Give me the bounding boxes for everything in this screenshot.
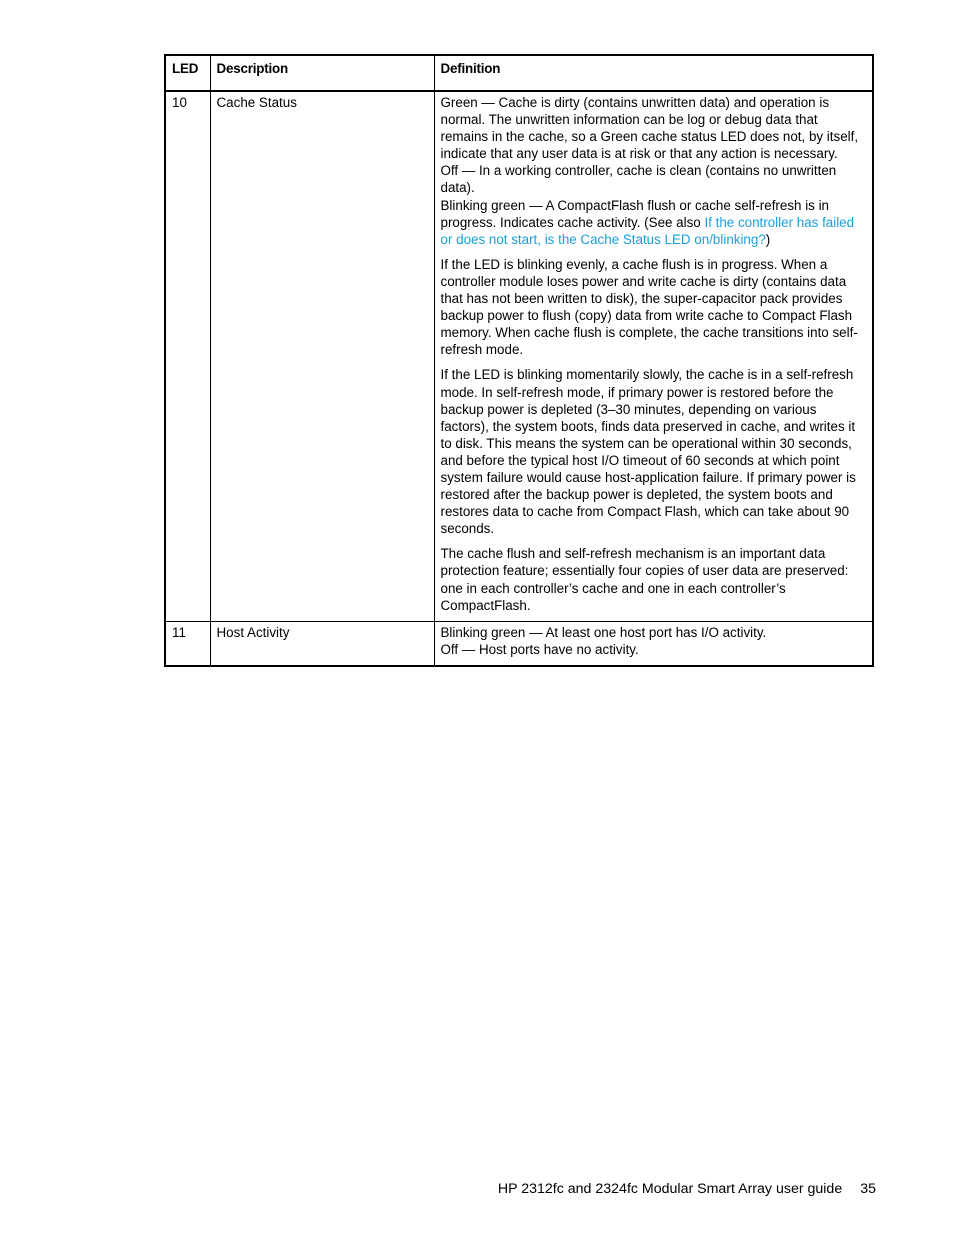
definition-blinking-text: Blinking green — A CompactFlash flush or cache self-refresh is in progress. Indicates cache activity. (See also	[440, 197, 830, 230]
definition-self-refresh-paragraph: If the LED is blinking momentarily slowly, the cache is in a self-refresh mode. In self-refresh mode, if primary power is restored before the backup power is depleted (3–30 minutes, depending on various factors), the system boots, finds data preserved in cache, and writes it to disk. This means the system can be operational within 30 seconds, and before the typical host I/O timeout of 60 seconds at which point system failure would cause host-application failure. If primary power is restored after the backup power is depleted, the system boots and restores data to cache from Compact Flash, which can take about 90 seconds.	[440, 367, 856, 537]
footer-document-title: HP 2312fc and 2324fc Modular Smart Array user guide	[497, 1181, 843, 1197]
cell-definition	[434, 91, 873, 621]
definition-blinking-close-paren: )	[765, 231, 771, 247]
header-description: Description	[210, 55, 434, 91]
table-row-cache-status	[165, 91, 873, 621]
page-number: 35	[860, 1181, 876, 1197]
definition-off: Off — In a working controller, cache is clean (contains no unwritten data).	[440, 163, 837, 196]
table-header	[165, 55, 873, 91]
cell-description: Host Activity	[210, 621, 434, 666]
page-footer	[0, 1180, 876, 1198]
cell-definition	[434, 621, 873, 666]
cell-description: Cache Status	[210, 91, 434, 621]
definition-cache-flush-paragraph: If the LED is blinking evenly, a cache flush is in progress. When a controller module loses power and write cache is dirty (contains data that has not been written to disk), the super-capacitor pack provides backup power to flush (copy) data from write cache to Compact Flash memory. When cache flush is complete, the cache transitions into self-refresh mode.	[440, 256, 858, 358]
cache-status-cross-reference-link[interactable]: If the controller has failed or does not start, is the Cache Status LED on/blinking?	[440, 214, 855, 247]
definition-green: Green — Cache is dirty (contains unwritten data) and operation is normal. The unwritten information can be log or debug data that remains in the cache, so a Green cache status LED does not, by itself, indicate that any user data is at risk or that any action is necessary.	[440, 95, 859, 162]
definition-blinking-green: Blinking green — At least one host port has I/O activity.	[440, 624, 767, 640]
definition-data-protection-paragraph: The cache flush and self-refresh mechanism is an important data protection feature; essentially four copies of user data are preserved: one in each controller’s cache and one in each controller’s CompactFlash.	[440, 546, 849, 613]
cell-led-number: 10	[165, 91, 210, 621]
definition-blinking-green	[441, 197, 867, 248]
table-row-host-activity	[165, 621, 873, 666]
cell-led-number: 11	[165, 621, 210, 666]
table-header-row	[165, 55, 873, 91]
led-definitions-table	[164, 54, 874, 667]
table-body	[165, 91, 873, 666]
header-definition: Definition	[434, 55, 873, 91]
definition-off: Off — Host ports have no activity.	[440, 641, 639, 657]
header-led: LED	[165, 55, 210, 91]
